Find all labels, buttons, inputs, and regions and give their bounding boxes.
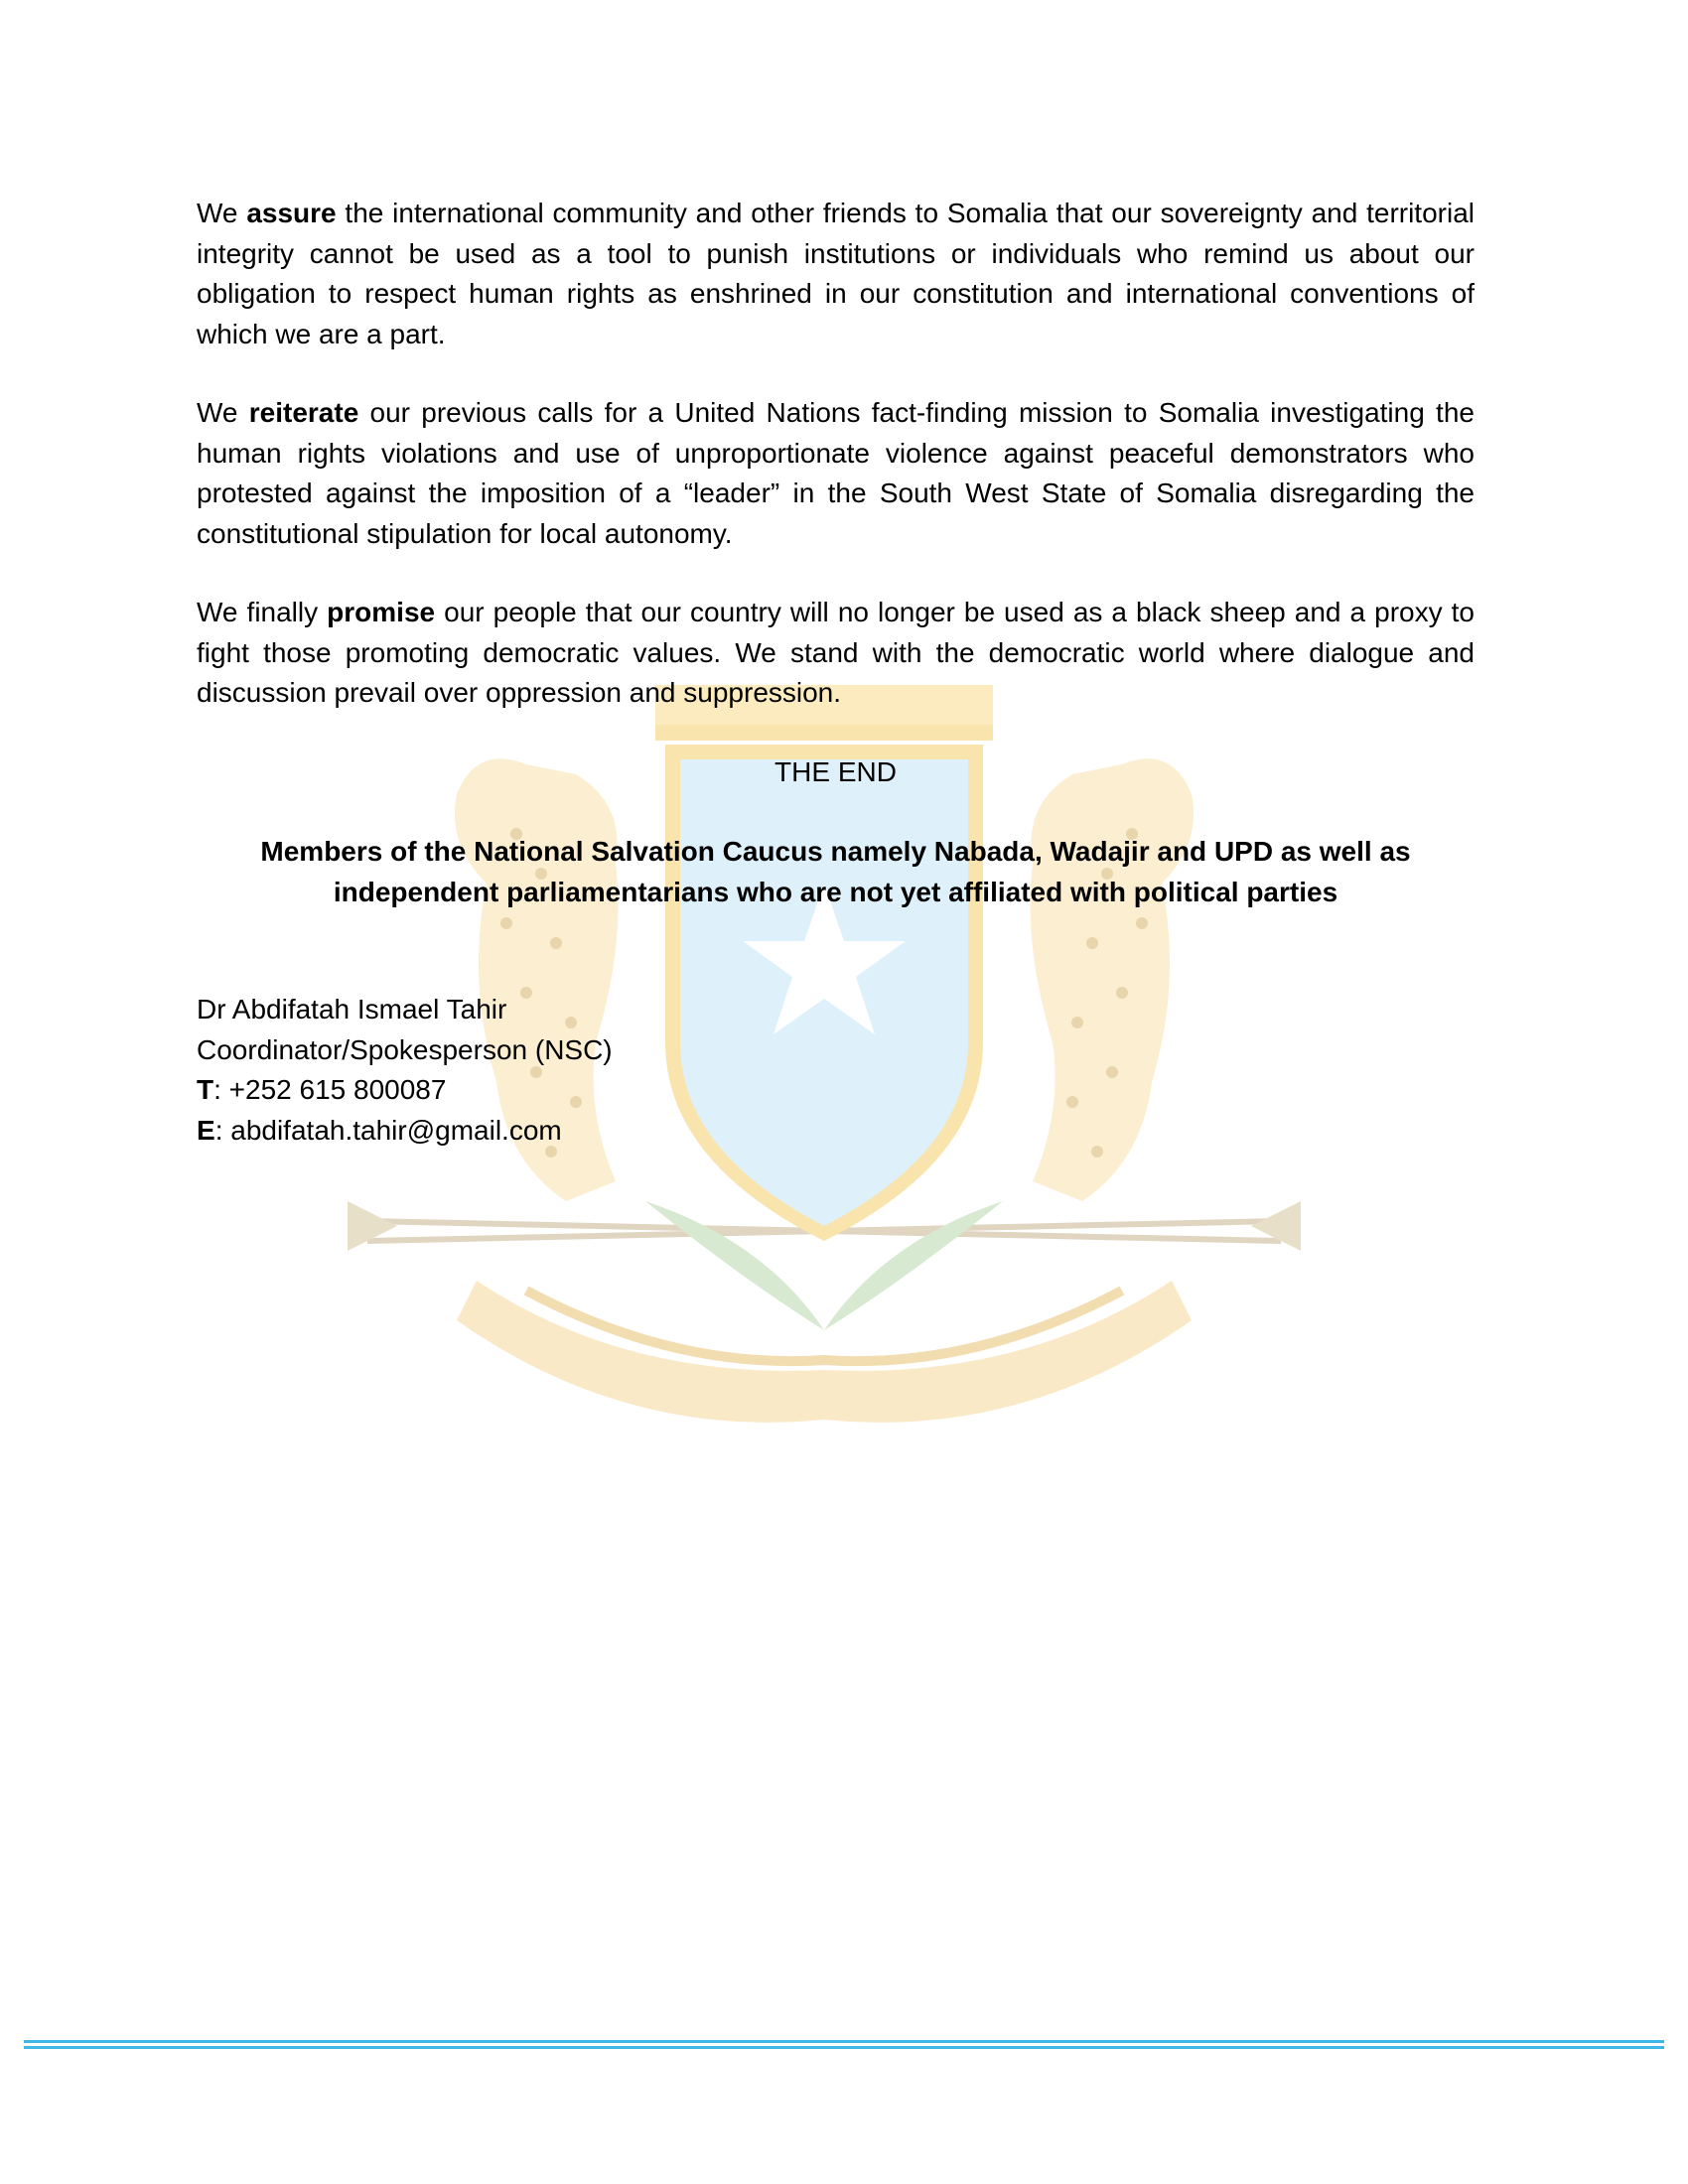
emphasis-word: reiterate: [248, 397, 359, 428]
emphasis-word: assure: [246, 198, 337, 228]
email-value: : abdifatah.tahir@gmail.com: [214, 1114, 562, 1146]
email-label: E: [197, 1114, 215, 1146]
members-statement: [197, 832, 1475, 912]
members-line-2: independent parliamentarians who are not yet affiliated with political parties: [333, 876, 1338, 907]
paragraph-assure: [197, 194, 1475, 354]
paragraph-text: our previous calls for a United Nations fact-finding mission to Somalia investigating the human rights violations and use of unproportionate violence against peaceful demonstrators who protested against the imposition of a “leader” in the South West State of Somalia disregarding the constitutional stipulation for local autonomy.: [197, 397, 1475, 549]
ribbon: [457, 1281, 1192, 1423]
phone-value: : +252 615 800087: [213, 1074, 447, 1105]
signatory-phone: [197, 1070, 1475, 1111]
signatory-title: Coordinator/Spokesperson (NSC): [197, 1033, 613, 1065]
paragraph-text: our people that our country will no longer be used as a black sheep and a proxy to fight those promoting democratic values. We stand with the democratic world where dialogue and discussion prevail over oppression and suppression.: [197, 597, 1476, 708]
paragraph-reiterate: [197, 393, 1475, 554]
the-end-label: THE END: [774, 755, 897, 787]
paragraph-text: We finally: [197, 597, 328, 627]
phone-label: T: [197, 1074, 214, 1105]
document-body: [197, 194, 1475, 1151]
footer-rule-line: [24, 2046, 1664, 2049]
signature-block: [197, 990, 1475, 1151]
footer-rule: [24, 2040, 1664, 2050]
paragraph-promise: [197, 593, 1475, 714]
signatory-name: Dr Abdifatah Ismael Tahir: [197, 994, 507, 1024]
signatory-email: [197, 1111, 1475, 1152]
members-line-1: Members of the National Salvation Caucus namely Nabada, Wadajir and UPD as well as: [260, 836, 1411, 867]
emphasis-word: promise: [327, 597, 436, 627]
paragraph-text: We: [197, 198, 247, 228]
footer-rule-line: [24, 2040, 1664, 2043]
paragraph-text: We: [197, 397, 249, 428]
paragraph-text: the international community and other friends to Somalia that our sovereignty and territorial integrity cannot be used as a tool to punish institutions or individuals who remind us about our obligation to respect human rights as enshrined in our constitution and international conventions of which we are a part.: [197, 198, 1476, 349]
